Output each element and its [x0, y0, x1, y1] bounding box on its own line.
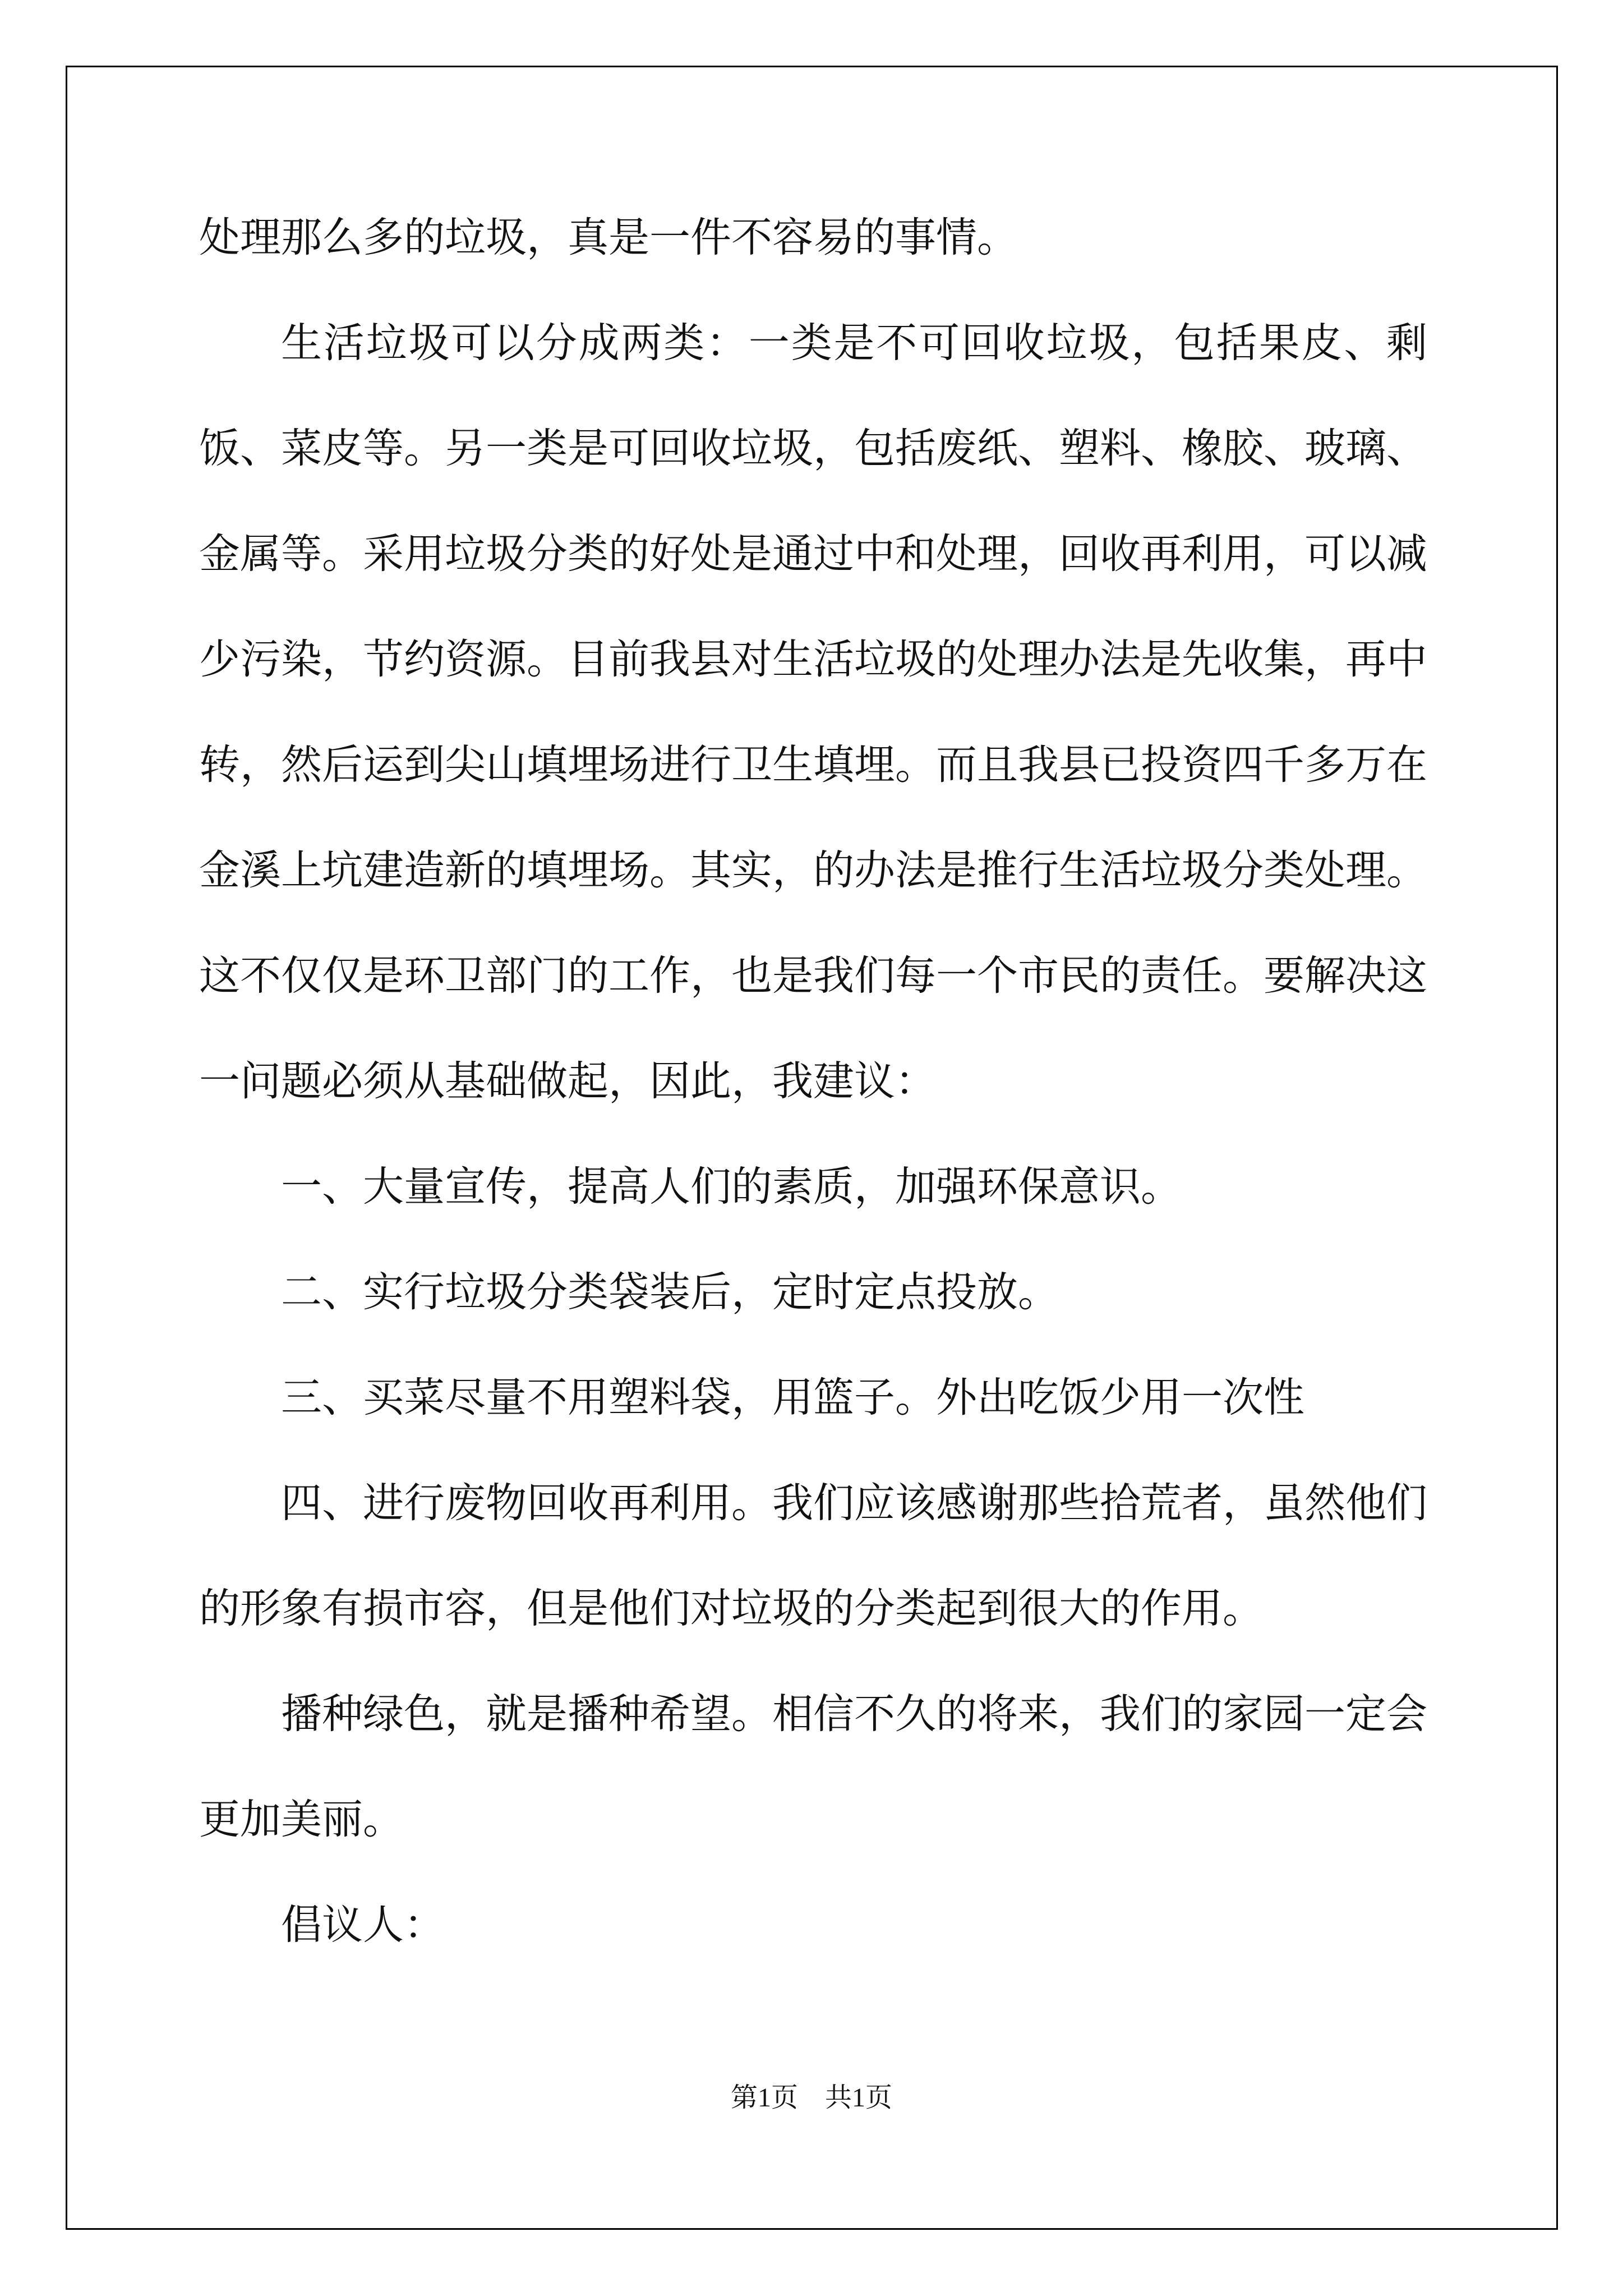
- paragraph: 处理那么多的垃圾，真是一件不容易的事情。: [199, 214, 1018, 261]
- page-footer: [0, 2076, 1623, 2114]
- page-number: 第1页: [730, 2083, 798, 2113]
- paragraph: 二、实行垃圾分类袋装后，定时定点投放。: [281, 1268, 1059, 1316]
- paragraph: 三、买菜尽量不用塑料袋，用篮子。外出吃饭少用一次性: [281, 1374, 1304, 1421]
- paragraph: 倡议人：: [281, 1901, 445, 1949]
- paragraph: 一、大量宣传，提高人们的素质，加强环保意识。: [281, 1163, 1182, 1211]
- paragraph: 生活垃圾可以分成两类：一类是不可回收垃圾，包括果皮、剩饭、菜皮等。另一类是可回收垃圾，包括废纸、塑料、橡胶、玻璃、金属等。采用垃圾分类的好处是通过中和处理，回收再利用，可以减少污染，节约资源。目前我县对生活垃圾的处理办法是先收集，再中转，然后运到尖山填埋场进行卫生填埋。而且我县已投资四千多万在金溪上坑建造新的填埋场。其实，的办法是推行生活垃圾分类处理。这不仅仅是环卫部门的工作，也是我们每一个市民的责任。要解决这一问题必须从基础做起，因此，我建议：: [199, 319, 1427, 1105]
- document-body: [199, 185, 1427, 1978]
- paragraph: 播种绿色，就是播种希望。相信不久的将来，我们的家园一定会更加美丽。: [199, 1690, 1427, 1843]
- page-total: 共1页: [825, 2083, 893, 2113]
- paragraph: 四、进行废物回收再利用。我们应该感谢那些拾荒者，虽然他们的形象有损市容，但是他们对垃圾的分类起到很大的作用。: [199, 1479, 1427, 1632]
